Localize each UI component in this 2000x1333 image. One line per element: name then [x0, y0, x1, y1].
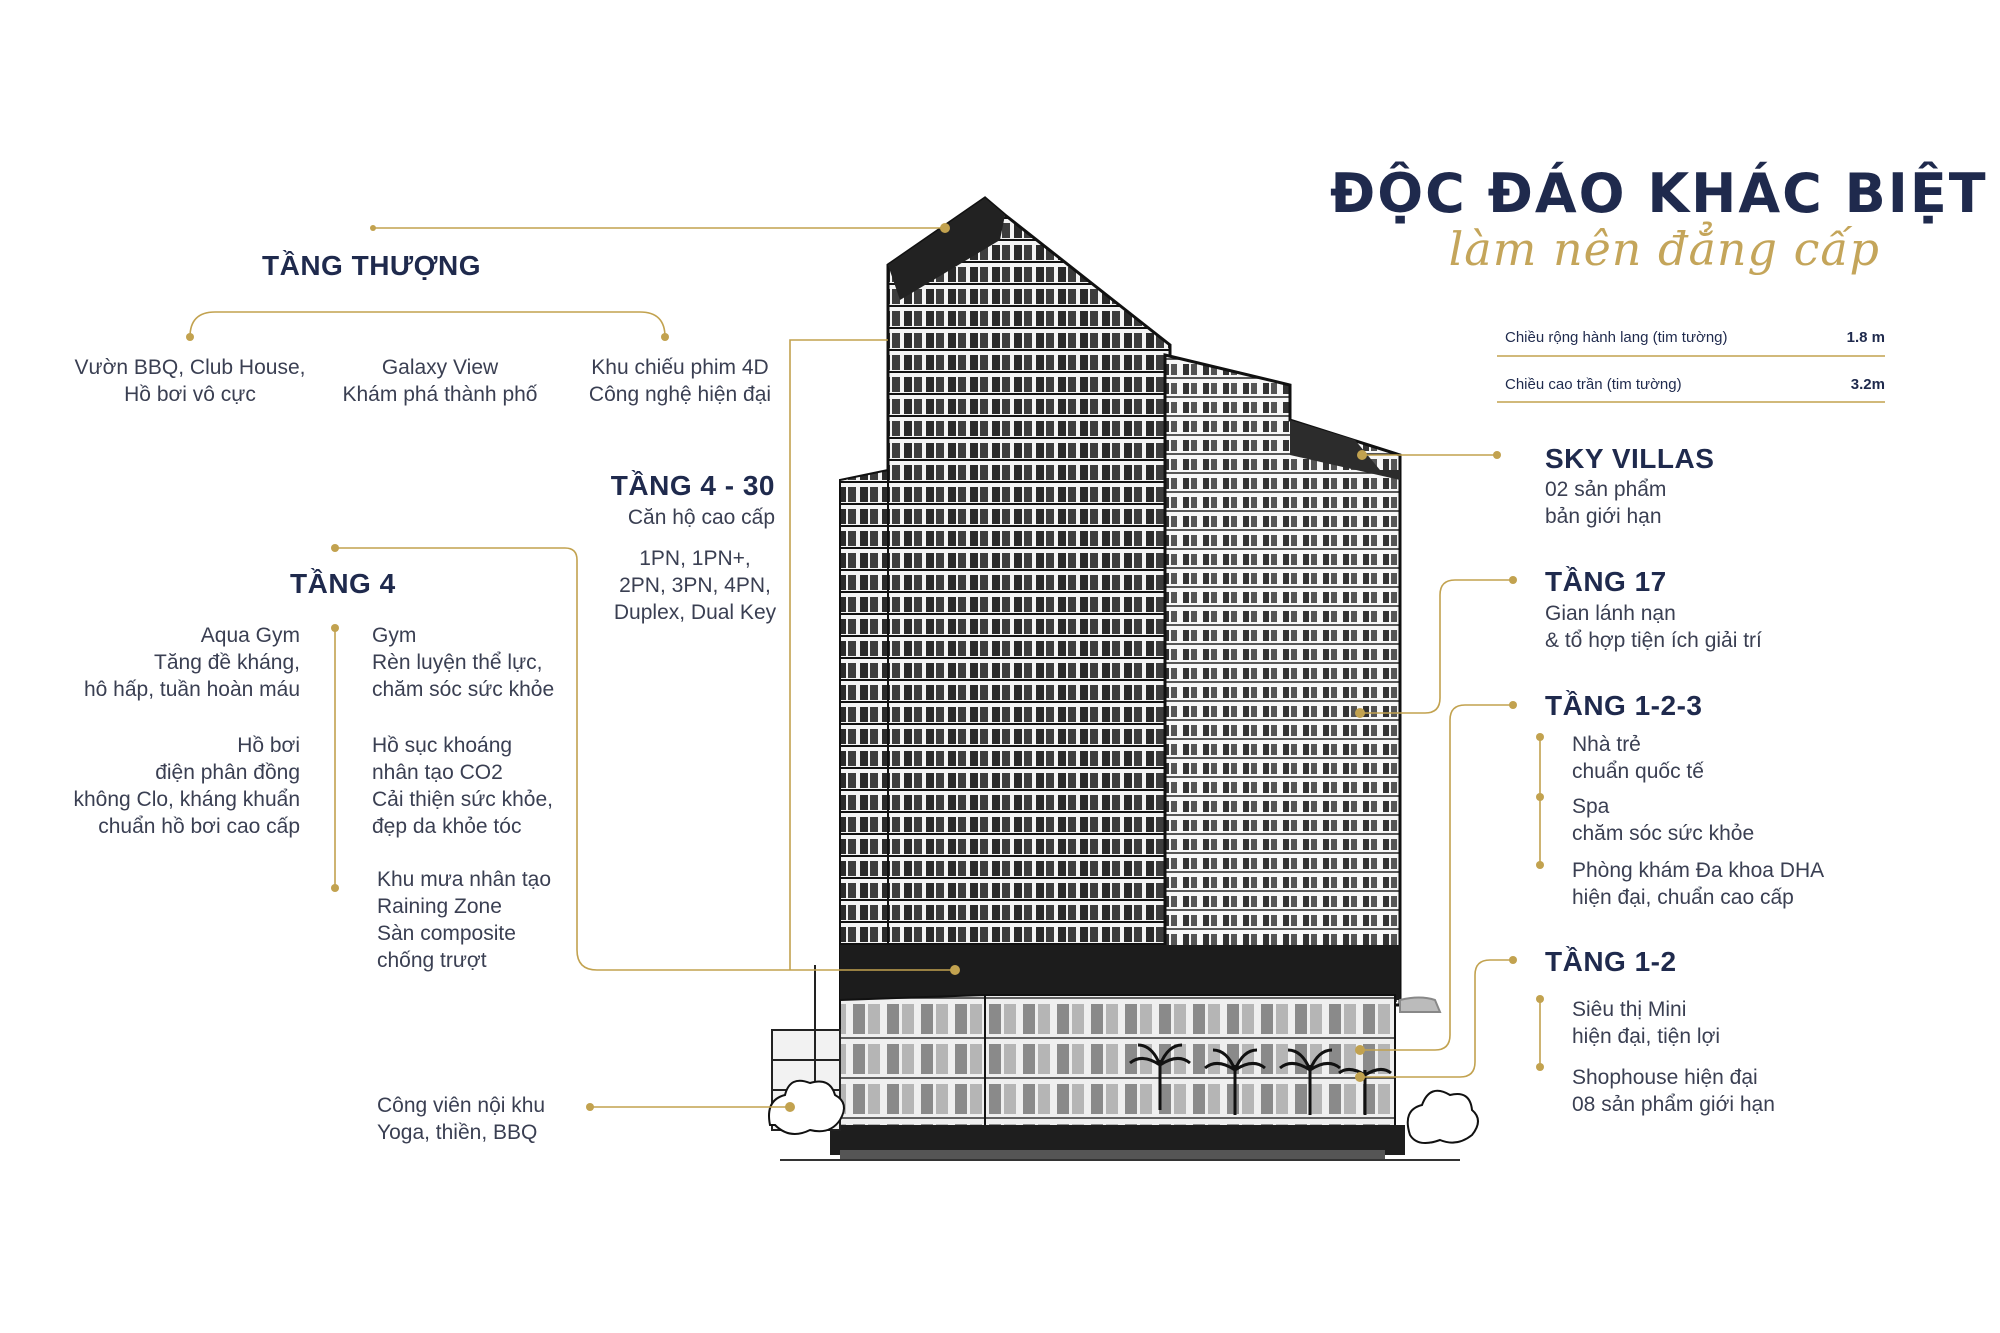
rooftop-item-bbq: Vườn BBQ, Club House, Hồ bơi vô cực	[74, 356, 306, 406]
rooftop-heading: TẦNG THƯỢNG	[262, 250, 482, 281]
page-subtitle: làm nên đẳng cấp	[1448, 222, 1880, 276]
floors-4-30-types: 1PN, 1PN+, 2PN, 3PN, 4PN, Duplex, Dual Key	[613, 547, 777, 624]
main-tower	[840, 198, 1170, 1005]
floor-123-nursery: Nhà trẻ chuẩn quốc tế	[1572, 733, 1704, 783]
floor-4-mineral-spa: Hồ sục khoáng nhân tạo CO2 Cải thiện sức khỏe, đẹp da khỏe tóc	[372, 734, 553, 838]
spec-value-ceiling: 3.2m	[1850, 376, 1885, 393]
floor-4-raining-zone: Khu mưa nhân tạo Raining Zone Sàn composite chống trượt	[377, 868, 552, 972]
sky-villas-heading: SKY VILLAS	[1545, 443, 1715, 474]
floor-4-heading: TẦNG 4	[290, 568, 396, 599]
floor-123-clinic: Phòng khám Đa khoa DHA hiện đại, chuẩn cao cấp	[1572, 859, 1825, 909]
page-title: ĐỘC ĐÁO KHÁC BIỆT	[1330, 162, 1988, 225]
floor-17-desc: Gian lánh nạn & tổ hợp tiện ích giải trí	[1545, 602, 1762, 652]
floor-12-shophouse: Shophouse hiện đại 08 sản phẩm giới hạn	[1572, 1066, 1775, 1116]
sky-villas-desc: 02 sản phẩm bản giới hạn	[1545, 478, 1667, 528]
podium	[830, 995, 1405, 1160]
spec-label-corridor: Chiều rộng hành lang (tim tường)	[1505, 329, 1728, 346]
rooftop-item-galaxy: Galaxy View Khám phá thành phố	[342, 356, 538, 406]
spec-dividers	[1497, 356, 1885, 402]
floor-4-aqua-gym: Aqua Gym Tăng đề kháng, hô hấp, tuần hoàn máu	[83, 624, 300, 701]
refuge-band	[840, 945, 1400, 1000]
floor-123-spa: Spa chăm sóc sức khỏe	[1572, 795, 1755, 845]
spec-value-corridor: 1.8 m	[1846, 329, 1885, 346]
floor-4-gym: Gym Rèn luyện thể lực, chăm sóc sức khỏe	[372, 624, 555, 701]
park-label: Công viên nội khu Yoga, thiền, BBQ	[377, 1094, 546, 1144]
floors-4-30-sub: Căn hộ cao cấp	[627, 506, 775, 529]
rooftop-item-cinema: Khu chiếu phim 4D Công nghệ hiện đại	[588, 356, 772, 406]
floors-4-30-heading: TẦNG 4 - 30	[610, 470, 775, 501]
floor-12-heading: TẦNG 1-2	[1545, 946, 1677, 977]
floor-123-heading: TẦNG 1-2-3	[1545, 690, 1703, 721]
floor-17-heading: TẦNG 17	[1545, 566, 1667, 597]
floor-4-pool: Hồ bơi điện phân đồng không Clo, kháng khuẩn chuẩn hồ bơi cao cấp	[73, 734, 300, 838]
spec-label-ceiling: Chiều cao trần (tim tường)	[1505, 376, 1682, 393]
floor-12-minimart: Siêu thị Mini hiện đại, tiện lợi	[1572, 998, 1721, 1048]
